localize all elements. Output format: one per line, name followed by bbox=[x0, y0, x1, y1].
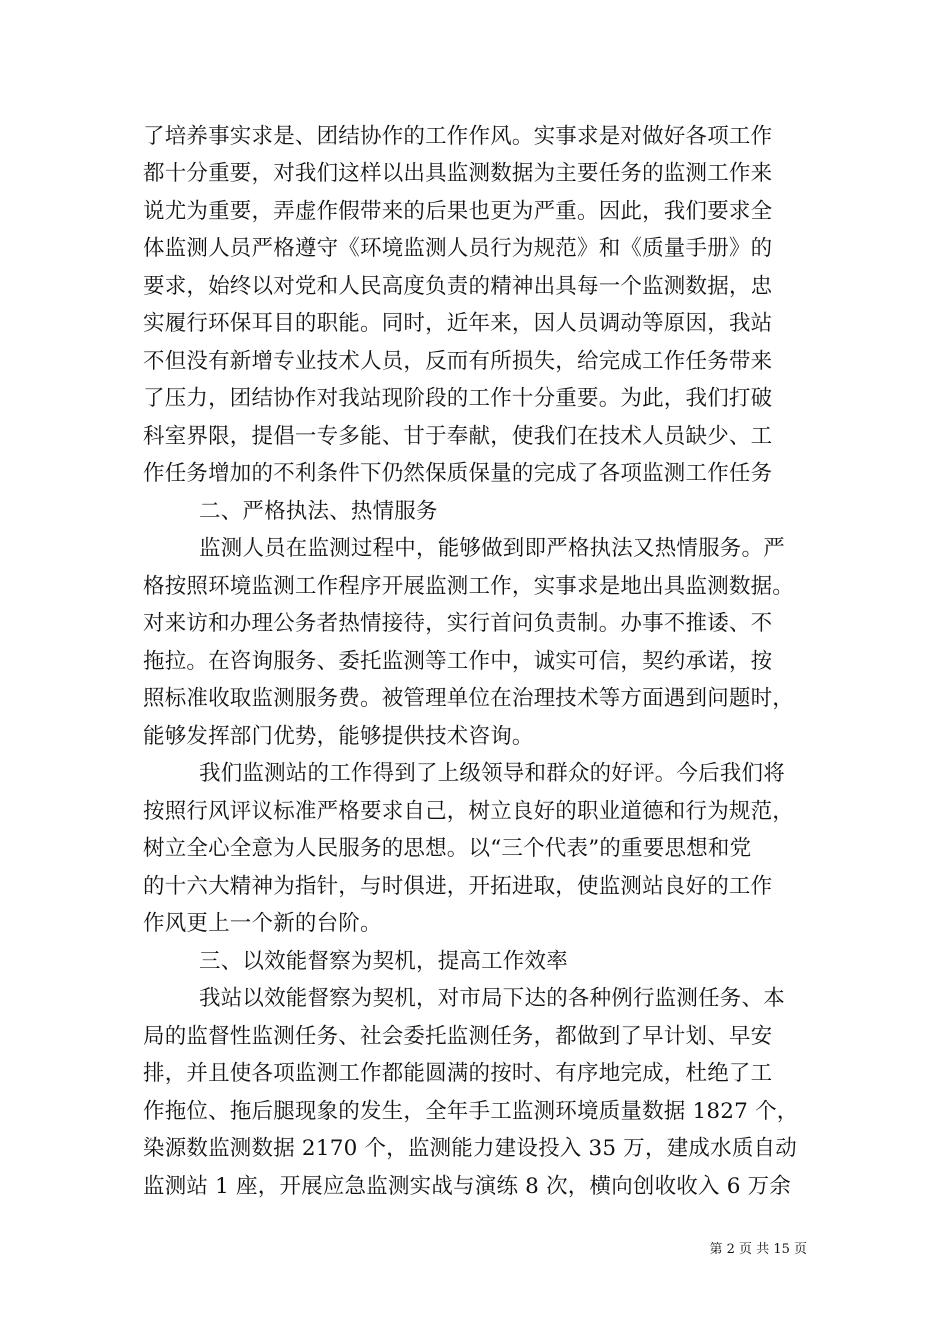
body-text-line: 染源数监测数据 2170 个，监测能力建设投入 35 万，建成水质自动 bbox=[143, 1136, 797, 1161]
body-text-line: 说尤为重要，弄虚作假带来的后果也更为严重。因此，我们要求全 bbox=[143, 199, 773, 224]
body-text-line: 的十六大精神为指针，与时俱进，开拓进取，使监测站良好的工作 bbox=[143, 874, 773, 899]
body-text-line: 我站以效能督察为契机，对市局下达的各种例行监测任务、本 bbox=[199, 986, 785, 1011]
body-text-line: 拖拉。在咨询服务、委托监测等工作中，诚实可信，契约承诺，按 bbox=[143, 649, 773, 674]
body-text-line: 照标准收取监测服务费。被管理单位在治理技术等方面遇到问题时， bbox=[143, 686, 795, 711]
body-text-line: 监测人员在监测过程中，能够做到即严格执法又热情服务。严 bbox=[199, 536, 785, 561]
page-footer bbox=[0, 1242, 950, 1258]
body-text-line: 要求，始终以对党和人民高度负责的精神出具每一个监测数据，忠 bbox=[143, 274, 773, 299]
body-text-line: 作风更上一个新的台阶。 bbox=[143, 911, 382, 936]
section-heading: 二、严格执法、热情服务 bbox=[199, 499, 438, 524]
body-text-line: 实履行环保耳目的职能。同时，近年来，因人员调动等原因，我站 bbox=[143, 311, 773, 336]
body-text-line: 不但没有新增专业技术人员，反而有所损失，给完成工作任务带来 bbox=[143, 349, 773, 374]
body-text-line: 能够发挥部门优势，能够提供技术咨询。 bbox=[143, 724, 534, 749]
section-heading: 三、以效能督察为契机，提高工作效率 bbox=[199, 949, 568, 974]
body-text-line: 排，并且使各项监测工作都能圆满的按时、有序地完成，杜绝了工 bbox=[143, 1061, 773, 1086]
body-text-line: 作拖位、拖后腿现象的发生，全年手工监测环境质量数据 1827 个， bbox=[143, 1099, 799, 1124]
body-text-line: 了压力，团结协作对我站现阶段的工作十分重要。为此，我们打破 bbox=[143, 386, 773, 411]
body-text-line: 作任务增加的不利条件下仍然保质保量的完成了各项监测工作任务 bbox=[143, 461, 773, 486]
body-text-line: 我们监测站的工作得到了上级领导和群众的好评。今后我们将 bbox=[199, 761, 785, 786]
body-text-line: 科室界限，提倡一专多能、甘于奉献，使我们在技术人员缺少、工 bbox=[143, 424, 773, 449]
page-number: 第 2 页 共 15 页 bbox=[709, 1242, 807, 1257]
body-text-line: 树立全心全意为人民服务的思想。以“三个代表”的重要思想和党 bbox=[143, 836, 752, 861]
body-text-line: 按照行风评议标准严格要求自己，树立良好的职业道德和行为规范， bbox=[143, 799, 795, 824]
body-text-line: 都十分重要，对我们这样以出具监测数据为主要任务的监测工作来 bbox=[143, 161, 773, 186]
body-text-line: 局的监督性监测任务、社会委托监测任务，都做到了早计划、早安 bbox=[143, 1024, 773, 1049]
body-text-line: 监测站 1 座，开展应急监测实战与演练 8 次，横向创收收入 6 万余 bbox=[143, 1174, 792, 1199]
body-text-line: 体监测人员严格遵守《环境监测人员行为规范》和《质量手册》的 bbox=[143, 236, 773, 261]
body-text-line: 了培养事实求是、团结协作的工作作风。实事求是对做好各项工作 bbox=[143, 124, 773, 149]
body-text-line: 对来访和办理公务者热情接待，实行首问负责制。办事不推诿、不 bbox=[143, 611, 773, 636]
body-text-line: 格按照环境监测工作程序开展监测工作，实事求是地出具监测数据。 bbox=[143, 574, 795, 599]
